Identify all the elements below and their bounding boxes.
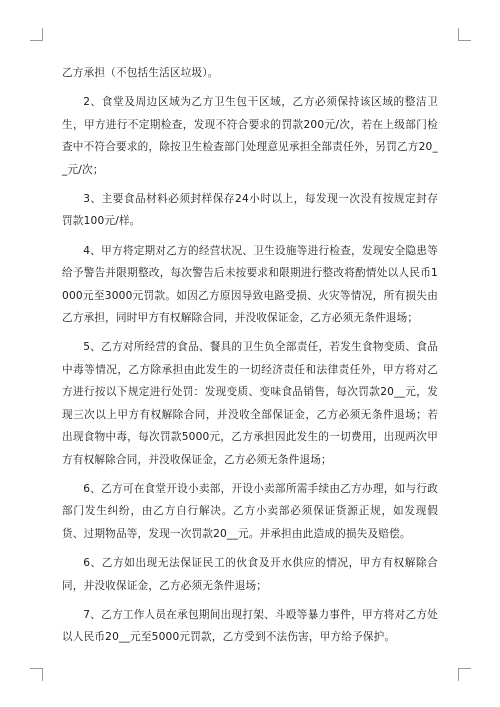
document-body (62, 62, 438, 656)
paragraph-continuation: 乙方承担（不包括生活区垃圾）。 (62, 67, 219, 79)
paragraph-clause-4: 4、甲方将定期对乙方的经营状况、卫生设施等进行检查，发现安全隐患等给予警告并限期整改，每次警告后未按要求和限期进行整改将酌情处以人民币1000元至3000元罚款。如因乙方原因导致电路受损、火灾等情况，所有损失由乙方承担，同时甲方有权解除合同，并没收保证金，乙方必须无条件退场； (62, 244, 438, 325)
paragraph-clause-7: 7、乙方工作人员在承包期间出现打架、斗殴等暴力事件，甲方将对乙方处以人民币20__元至5000元罚款，乙方受到不法伤害，甲方给予保护。 (62, 608, 438, 644)
crop-mark-top-right (458, 28, 471, 41)
paragraph-clause-6b: 6、乙方如出现无法保证民工的伙食及开水供应的情况，甲方有权解除合同，并没收保证金，乙方必须无条件退场； (62, 557, 438, 592)
crop-mark-top-left (30, 28, 43, 41)
paragraph-clause-2: 2、食堂及周边区域为乙方卫生包干区域，乙方必须保持该区域的整洁卫生，甲方进行不定期检查，发现不符合要求的罚款200元/次，若在上级部门检查中不符合要求的，除按卫生检查部门处理意见承担全部责任外，另罚乙方20__元/次； (62, 96, 438, 176)
crop-mark-bottom-right (458, 668, 471, 681)
paragraph-clause-6: 6、乙方可在食堂开设小卖部，开设小卖部所需手续由乙方办理，如与行政部门发生纠纷，由乙方自行解决。乙方小卖部必须保证货源正规，如发现假货、过期物品等，发现一次罚款20__元。并承担由此造成的损失及赔偿。 (62, 482, 438, 540)
crop-mark-bottom-left (30, 668, 43, 681)
paragraph-clause-3: 3、主要食品材料必须封样保存24小时以上，每发现一次没有按规定封存罚款100元/样。 (62, 193, 438, 228)
paragraph-clause-5: 5、乙方对所经营的食品、餐具的卫生负全部责任，若发生食物变质、食品中毒等情况，乙方除承担由此发生的一切经济责任和法律责任外，甲方将对乙方进行按以下规定进行处罚：发现变质、变味食品销售，每次罚款20__元，发现三次以上甲方有权解除合同，并没收全部保证金，乙方必须无条件退场；若出现食物中毒，每次罚款5000元，乙方承担因此发生的一切费用，出现两次甲方有权解除合同，并没收保证金，乙方必须无条件退场； (62, 341, 438, 466)
